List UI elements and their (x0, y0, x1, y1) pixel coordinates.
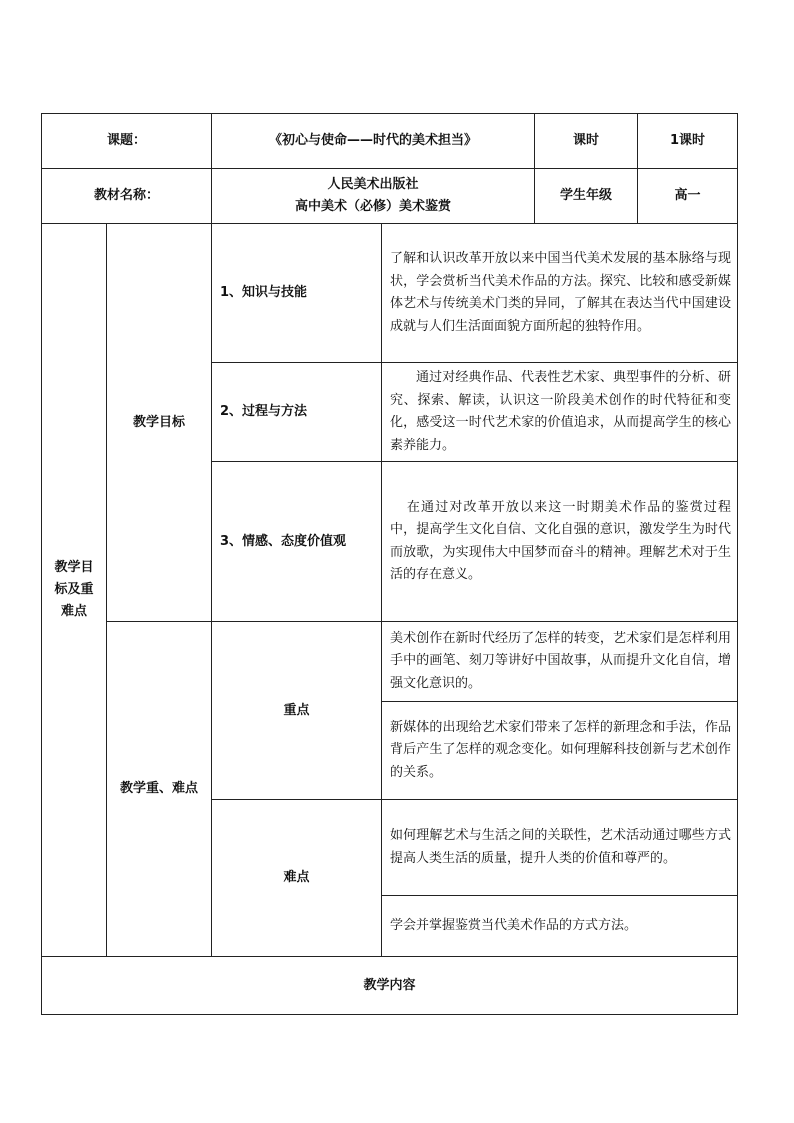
topic-label: 课题： (42, 114, 212, 169)
topic-row (42, 114, 738, 169)
content-label: 教学内容 (42, 957, 738, 1015)
objective-text: 在通过对改革开放以来这一时期美术作品的鉴赏过程中，提高学生文化自信、文化自强的意识，激发学生为时代而放歌，为实现伟大中国梦而奋斗的精神。理解艺术对于生活的存在意义。 (382, 462, 738, 622)
lesson-plan-sheet (41, 113, 738, 1015)
difficulty-label: 难点 (212, 800, 382, 957)
objective-name: 2、过程与方法 (212, 363, 382, 462)
focus-text: 美术创作在新时代经历了怎样的转变，艺术家们是怎样利用手中的画笔、刻刀等讲好中国故事，从而提升文化自信，增强文化意识的。 (382, 622, 738, 702)
lesson-plan-table (41, 113, 738, 1015)
topic-value: 《初心与使命——时代的美术担当》 (212, 114, 535, 169)
objective-text: 了解和认识改革开放以来中国当代美术发展的基本脉络与现状，学会赏析当代美术作品的方法。探究、比较和感受新媒体艺术与传统美术门类的异同，了解其在表达当代中国建设成就与人们生活面面貌方面所起的独特作用。 (382, 224, 738, 363)
objective-name: 1、知识与技能 (212, 224, 382, 363)
grade-value: 高一 (638, 169, 738, 224)
section-label-line: 难点 (60, 604, 87, 619)
textbook-label: 教材名称： (42, 169, 212, 224)
textbook-title: 高中美术（必修）美术鉴赏 (295, 199, 452, 214)
section-label-line: 教学目 (54, 560, 94, 575)
textbook-publisher: 人民美术出版社 (327, 177, 419, 192)
section-label (42, 224, 107, 957)
period-label: 课时 (535, 114, 638, 169)
keypoints-label: 教学重、难点 (107, 622, 212, 957)
textbook-value (212, 169, 535, 224)
objectives-label: 教学目标 (107, 224, 212, 622)
difficulty-text: 如何理解艺术与生活之间的关联性，艺术活动通过哪些方式提高人类生活的质量，提升人类的价值和尊严的。 (382, 800, 738, 896)
grade-label: 学生年级 (535, 169, 638, 224)
objective-name: 3、情感、态度价值观 (212, 462, 382, 622)
focus-row (42, 622, 738, 702)
focus-label: 重点 (212, 622, 382, 800)
objective-text: 通过对经典作品、代表性艺术家、典型事件的分析、研究、探索、解读，认识这一阶段美术创作的时代特征和变化，感受这一时代艺术家的价值追求，从而提高学生的核心素养能力。 (382, 363, 738, 462)
objective-row (42, 224, 738, 363)
content-row (42, 957, 738, 1015)
period-value: 1课时 (638, 114, 738, 169)
section-label-line: 标及重 (54, 582, 94, 597)
difficulty-text: 学会并掌握鉴赏当代美术作品的方式方法。 (382, 896, 738, 957)
textbook-row (42, 169, 738, 224)
focus-text: 新媒体的出现给艺术家们带来了怎样的新理念和手法，作品背后产生了怎样的观念变化。如何理解科技创新与艺术创作的关系。 (382, 702, 738, 800)
